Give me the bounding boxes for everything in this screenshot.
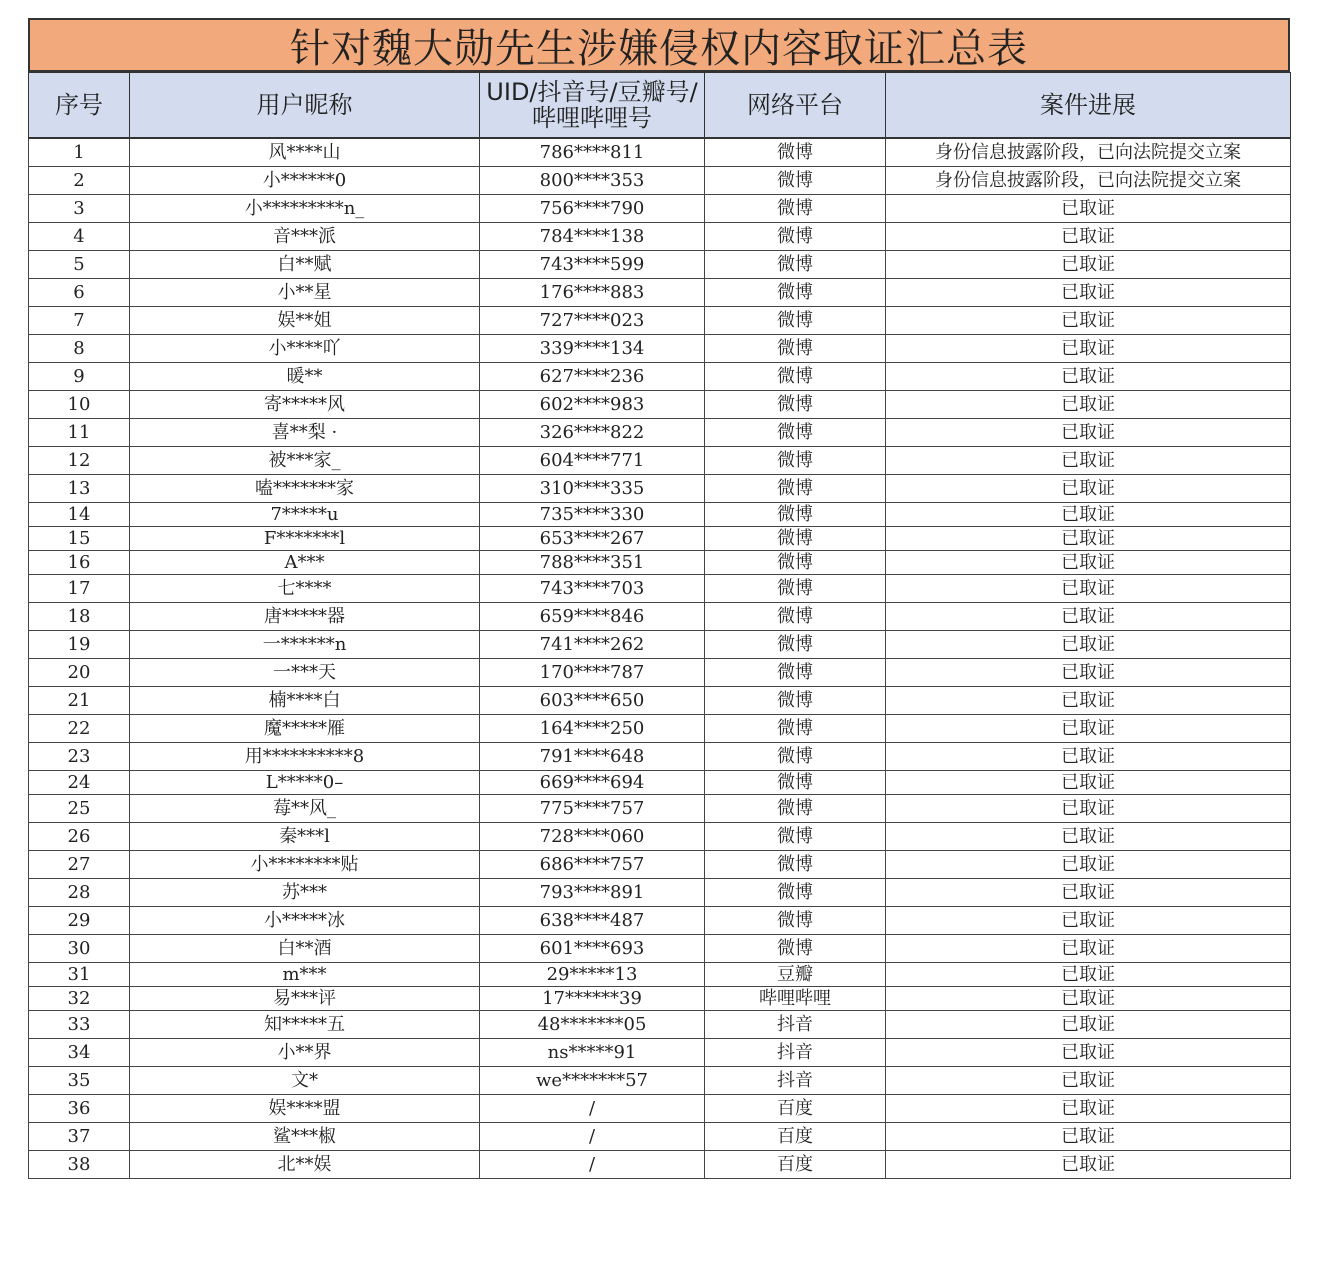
row-status: 已取证 xyxy=(886,963,1291,987)
row-status: 已取证 xyxy=(886,527,1291,551)
row-uid: 728****060 xyxy=(480,823,705,851)
header-row xyxy=(29,73,1291,139)
row-status: 已取证 xyxy=(886,551,1291,575)
table-row xyxy=(29,475,1291,503)
row-platform: 抖音 xyxy=(705,1039,886,1067)
row-status: 身份信息披露阶段，已向法院提交立案 xyxy=(886,138,1291,167)
row-platform: 微博 xyxy=(705,419,886,447)
header-nickname: 用户昵称 xyxy=(130,73,480,139)
row-uid: 339****134 xyxy=(480,335,705,363)
row-index: 16 xyxy=(29,551,130,575)
row-platform: 微博 xyxy=(705,879,886,907)
table-row xyxy=(29,715,1291,743)
row-uid: 793****891 xyxy=(480,879,705,907)
table-row xyxy=(29,771,1291,795)
row-nickname: 嗑*******家 xyxy=(130,475,480,503)
row-platform: 微博 xyxy=(705,335,886,363)
row-platform: 微博 xyxy=(705,687,886,715)
evidence-summary-sheet xyxy=(28,18,1290,1179)
row-platform: 微博 xyxy=(705,503,886,527)
row-nickname: 一***天 xyxy=(130,659,480,687)
row-index: 5 xyxy=(29,251,130,279)
row-uid: 686****757 xyxy=(480,851,705,879)
table-row xyxy=(29,1095,1291,1123)
row-uid: 743****599 xyxy=(480,251,705,279)
row-nickname: 小******0 xyxy=(130,167,480,195)
row-status: 已取证 xyxy=(886,1067,1291,1095)
table-row xyxy=(29,1039,1291,1067)
table-row xyxy=(29,963,1291,987)
row-nickname: 魔*****雁 xyxy=(130,715,480,743)
row-index: 26 xyxy=(29,823,130,851)
table-row xyxy=(29,743,1291,771)
row-platform: 抖音 xyxy=(705,1011,886,1039)
row-index: 37 xyxy=(29,1123,130,1151)
row-uid: 627****236 xyxy=(480,363,705,391)
row-platform: 微博 xyxy=(705,363,886,391)
row-uid: 741****262 xyxy=(480,631,705,659)
row-platform: 百度 xyxy=(705,1123,886,1151)
row-nickname: 鲨***椒 xyxy=(130,1123,480,1151)
row-status: 已取证 xyxy=(886,307,1291,335)
row-index: 34 xyxy=(29,1039,130,1067)
row-nickname: 小**界 xyxy=(130,1039,480,1067)
row-platform: 微博 xyxy=(705,551,886,575)
header-uid: UID/抖音号/豆瓣号/哔哩哔哩号 xyxy=(480,73,705,139)
table-row xyxy=(29,1067,1291,1095)
table-row xyxy=(29,823,1291,851)
row-nickname: 白**赋 xyxy=(130,251,480,279)
row-platform: 百度 xyxy=(705,1095,886,1123)
row-index: 4 xyxy=(29,223,130,251)
row-index: 21 xyxy=(29,687,130,715)
row-platform: 微博 xyxy=(705,935,886,963)
table-row xyxy=(29,795,1291,823)
table-row xyxy=(29,279,1291,307)
row-status: 已取证 xyxy=(886,391,1291,419)
row-status: 已取证 xyxy=(886,603,1291,631)
row-status: 已取证 xyxy=(886,251,1291,279)
row-index: 28 xyxy=(29,879,130,907)
table-row xyxy=(29,603,1291,631)
row-platform: 哔哩哔哩 xyxy=(705,987,886,1011)
table-row xyxy=(29,851,1291,879)
row-platform: 微博 xyxy=(705,631,886,659)
row-uid: 735****330 xyxy=(480,503,705,527)
table-row xyxy=(29,1123,1291,1151)
table-row xyxy=(29,1011,1291,1039)
row-nickname: 北**娱 xyxy=(130,1151,480,1179)
row-status: 已取证 xyxy=(886,795,1291,823)
row-platform: 微博 xyxy=(705,138,886,167)
row-nickname: F*******l xyxy=(130,527,480,551)
row-status: 已取证 xyxy=(886,335,1291,363)
row-index: 27 xyxy=(29,851,130,879)
row-nickname: 七**** xyxy=(130,575,480,603)
table-row xyxy=(29,419,1291,447)
row-uid: 791****648 xyxy=(480,743,705,771)
row-status: 已取证 xyxy=(886,687,1291,715)
row-uid: 786****811 xyxy=(480,138,705,167)
row-index: 19 xyxy=(29,631,130,659)
table-row xyxy=(29,935,1291,963)
row-nickname: 7*****u xyxy=(130,503,480,527)
row-status: 已取证 xyxy=(886,823,1291,851)
row-index: 36 xyxy=(29,1095,130,1123)
row-status: 已取证 xyxy=(886,223,1291,251)
row-index: 35 xyxy=(29,1067,130,1095)
row-status: 已取证 xyxy=(886,659,1291,687)
row-nickname: 莓**风_ xyxy=(130,795,480,823)
row-nickname: 楠****白 xyxy=(130,687,480,715)
row-uid: / xyxy=(480,1151,705,1179)
row-nickname: A*** xyxy=(130,551,480,575)
row-nickname: 小**星 xyxy=(130,279,480,307)
row-uid: 601****693 xyxy=(480,935,705,963)
row-index: 9 xyxy=(29,363,130,391)
row-uid: 176****883 xyxy=(480,279,705,307)
row-platform: 微博 xyxy=(705,475,886,503)
row-index: 20 xyxy=(29,659,130,687)
row-status: 身份信息披露阶段，已向法院提交立案 xyxy=(886,167,1291,195)
row-index: 12 xyxy=(29,447,130,475)
row-uid: 727****023 xyxy=(480,307,705,335)
table-row xyxy=(29,363,1291,391)
row-index: 18 xyxy=(29,603,130,631)
table-row xyxy=(29,138,1291,167)
row-platform: 微博 xyxy=(705,167,886,195)
row-uid: 602****983 xyxy=(480,391,705,419)
row-index: 1 xyxy=(29,138,130,167)
row-status: 已取证 xyxy=(886,851,1291,879)
row-status: 已取证 xyxy=(886,195,1291,223)
row-index: 17 xyxy=(29,575,130,603)
row-platform: 微博 xyxy=(705,223,886,251)
row-index: 7 xyxy=(29,307,130,335)
row-nickname: 白**酒 xyxy=(130,935,480,963)
row-status: 已取证 xyxy=(886,987,1291,1011)
row-status: 已取证 xyxy=(886,879,1291,907)
row-platform: 微博 xyxy=(705,851,886,879)
row-uid: 669****694 xyxy=(480,771,705,795)
row-nickname: 知*****五 xyxy=(130,1011,480,1039)
row-status: 已取证 xyxy=(886,1123,1291,1151)
table-row xyxy=(29,223,1291,251)
table-row xyxy=(29,879,1291,907)
table-row xyxy=(29,907,1291,935)
row-nickname: m*** xyxy=(130,963,480,987)
table-row xyxy=(29,987,1291,1011)
row-nickname: 小*****冰 xyxy=(130,907,480,935)
table-row xyxy=(29,307,1291,335)
row-index: 29 xyxy=(29,907,130,935)
row-status: 已取证 xyxy=(886,1151,1291,1179)
row-uid: 604****771 xyxy=(480,447,705,475)
sheet-title: 针对魏大勋先生涉嫌侵权内容取证汇总表 xyxy=(28,18,1290,72)
row-status: 已取证 xyxy=(886,631,1291,659)
row-status: 已取证 xyxy=(886,447,1291,475)
row-index: 38 xyxy=(29,1151,130,1179)
table-row xyxy=(29,659,1291,687)
row-nickname: 娱**姐 xyxy=(130,307,480,335)
table-row xyxy=(29,447,1291,475)
table-row xyxy=(29,251,1291,279)
row-index: 33 xyxy=(29,1011,130,1039)
row-status: 已取证 xyxy=(886,279,1291,307)
row-nickname: 喜**梨 · xyxy=(130,419,480,447)
row-index: 32 xyxy=(29,987,130,1011)
row-uid: 29*****13 xyxy=(480,963,705,987)
row-nickname: 易***评 xyxy=(130,987,480,1011)
row-status: 已取证 xyxy=(886,363,1291,391)
table-body xyxy=(29,138,1291,1179)
row-nickname: 用**********8 xyxy=(130,743,480,771)
table-row xyxy=(29,687,1291,715)
row-status: 已取证 xyxy=(886,1011,1291,1039)
row-index: 11 xyxy=(29,419,130,447)
row-platform: 微博 xyxy=(705,195,886,223)
row-index: 15 xyxy=(29,527,130,551)
row-nickname: 暖** xyxy=(130,363,480,391)
row-platform: 微博 xyxy=(705,603,886,631)
row-index: 22 xyxy=(29,715,130,743)
header-progress: 案件进展 xyxy=(886,73,1291,139)
row-uid: we*******57 xyxy=(480,1067,705,1095)
row-platform: 微博 xyxy=(705,391,886,419)
row-uid: 775****757 xyxy=(480,795,705,823)
table-row xyxy=(29,631,1291,659)
row-uid: 784****138 xyxy=(480,223,705,251)
row-status: 已取证 xyxy=(886,771,1291,795)
row-uid: 310****335 xyxy=(480,475,705,503)
row-uid: 638****487 xyxy=(480,907,705,935)
header-index: 序号 xyxy=(29,73,130,139)
row-uid: 48*******05 xyxy=(480,1011,705,1039)
row-uid: 788****351 xyxy=(480,551,705,575)
row-platform: 微博 xyxy=(705,771,886,795)
row-status: 已取证 xyxy=(886,1095,1291,1123)
row-status: 已取证 xyxy=(886,1039,1291,1067)
table-row xyxy=(29,167,1291,195)
row-uid: / xyxy=(480,1095,705,1123)
table-row xyxy=(29,527,1291,551)
row-uid: 800****353 xyxy=(480,167,705,195)
row-index: 10 xyxy=(29,391,130,419)
table-row xyxy=(29,551,1291,575)
row-nickname: 寄*****风 xyxy=(130,391,480,419)
row-platform: 微博 xyxy=(705,251,886,279)
row-nickname: 风****山 xyxy=(130,138,480,167)
row-uid: 17******39 xyxy=(480,987,705,1011)
row-index: 14 xyxy=(29,503,130,527)
row-nickname: 音***派 xyxy=(130,223,480,251)
row-nickname: 被***家_ xyxy=(130,447,480,475)
row-index: 6 xyxy=(29,279,130,307)
row-platform: 微博 xyxy=(705,307,886,335)
table-row xyxy=(29,391,1291,419)
row-platform: 微博 xyxy=(705,823,886,851)
row-status: 已取证 xyxy=(886,575,1291,603)
row-uid: 756****790 xyxy=(480,195,705,223)
row-index: 3 xyxy=(29,195,130,223)
row-nickname: 小*********n_ xyxy=(130,195,480,223)
row-nickname: L*****0– xyxy=(130,771,480,795)
row-uid: 326****822 xyxy=(480,419,705,447)
row-uid: 164****250 xyxy=(480,715,705,743)
row-nickname: 娱****盟 xyxy=(130,1095,480,1123)
row-nickname: 小********贴 xyxy=(130,851,480,879)
row-status: 已取证 xyxy=(886,907,1291,935)
row-status: 已取证 xyxy=(886,743,1291,771)
row-uid: ns*****91 xyxy=(480,1039,705,1067)
row-uid: 743****703 xyxy=(480,575,705,603)
row-index: 13 xyxy=(29,475,130,503)
table-row xyxy=(29,503,1291,527)
row-index: 24 xyxy=(29,771,130,795)
table-row xyxy=(29,575,1291,603)
row-nickname: 文* xyxy=(130,1067,480,1095)
row-platform: 微博 xyxy=(705,795,886,823)
row-platform: 微博 xyxy=(705,527,886,551)
table-row xyxy=(29,335,1291,363)
row-status: 已取证 xyxy=(886,475,1291,503)
row-status: 已取证 xyxy=(886,503,1291,527)
row-nickname: 小****吖 xyxy=(130,335,480,363)
row-platform: 豆瓣 xyxy=(705,963,886,987)
row-status: 已取证 xyxy=(886,715,1291,743)
row-platform: 微博 xyxy=(705,907,886,935)
row-index: 31 xyxy=(29,963,130,987)
row-uid: 170****787 xyxy=(480,659,705,687)
row-uid: 603****650 xyxy=(480,687,705,715)
row-nickname: 唐*****器 xyxy=(130,603,480,631)
row-nickname: 秦***l xyxy=(130,823,480,851)
row-platform: 微博 xyxy=(705,659,886,687)
row-nickname: 一******n xyxy=(130,631,480,659)
row-index: 23 xyxy=(29,743,130,771)
row-uid: 659****846 xyxy=(480,603,705,631)
row-index: 8 xyxy=(29,335,130,363)
row-index: 25 xyxy=(29,795,130,823)
row-platform: 微博 xyxy=(705,743,886,771)
row-uid: 653****267 xyxy=(480,527,705,551)
row-index: 2 xyxy=(29,167,130,195)
table-row xyxy=(29,195,1291,223)
row-platform: 微博 xyxy=(705,447,886,475)
table-row xyxy=(29,1151,1291,1179)
row-platform: 微博 xyxy=(705,715,886,743)
evidence-table xyxy=(28,72,1291,1179)
row-index: 30 xyxy=(29,935,130,963)
row-platform: 微博 xyxy=(705,575,886,603)
row-platform: 百度 xyxy=(705,1151,886,1179)
row-platform: 抖音 xyxy=(705,1067,886,1095)
row-uid: / xyxy=(480,1123,705,1151)
row-platform: 微博 xyxy=(705,279,886,307)
row-nickname: 苏*** xyxy=(130,879,480,907)
header-platform: 网络平台 xyxy=(705,73,886,139)
row-status: 已取证 xyxy=(886,935,1291,963)
row-status: 已取证 xyxy=(886,419,1291,447)
